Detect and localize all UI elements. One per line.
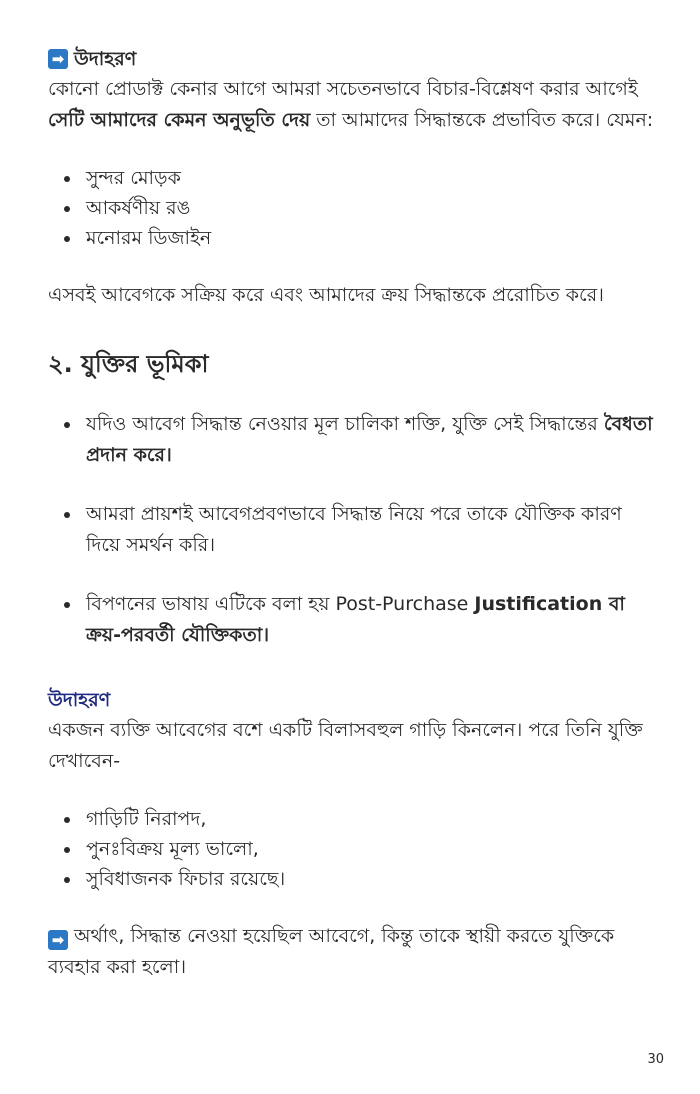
- list-item: পুনঃবিক্রয় মূল্য ভালো,: [48, 834, 658, 864]
- list-item: মনোরম ডিজাইন: [48, 223, 658, 253]
- arrow-right-icon: ➡: [48, 930, 68, 950]
- bullet-3-text: বিপণনের ভাষায় এটিকে বলা হয় Post-Purchase: [86, 593, 469, 615]
- example-2-paragraph: একজন ব্যক্তি আবেগের বশে একটি বিলাসবহুল গাড়ি কিনলেন। পরে তিনি যুক্তি দেখাবেন-: [48, 719, 643, 772]
- bullet-3-bold: Justification বা ক্রয়-পরবর্তী যৌক্তিকতা।: [86, 593, 625, 646]
- arrow-right-icon: ➡: [48, 49, 68, 69]
- example-2-conclusion: [48, 921, 658, 983]
- section-2-bullet-list: [48, 409, 658, 651]
- example-1-line2: তা আমাদের সিদ্ধান্তকে প্রভাবিত করে। যেমন:: [316, 109, 654, 131]
- example-1-bullet-list: [48, 163, 658, 253]
- list-item: আকর্ষণীয় রঙ: [48, 193, 658, 223]
- example-heading-2: উদাহরণ: [48, 689, 111, 711]
- page-content: [48, 44, 658, 983]
- page-number: 30: [647, 1052, 664, 1067]
- list-item: সুবিধাজনক ফিচার রয়েছে।: [48, 864, 658, 894]
- section-2-title: ২. যুক্তির ভূমিকা: [48, 350, 209, 378]
- example-1-line1: কোনো প্রোডাক্ট কেনার আগে আমরা সচেতনভাবে বিচার-বিশ্লেষণ করার আগেই: [48, 78, 638, 100]
- list-item: [48, 589, 658, 651]
- bullet-2-text: আমরা প্রায়শই আবেগপ্রবণভাবে সিদ্ধান্ত নিয়ে পরে তাকে যৌক্তিক কারণ দিয়ে সমর্থন করি।: [86, 503, 622, 556]
- example-2-bullet-list: [48, 804, 658, 894]
- list-item: গাড়িটি নিরাপদ,: [48, 804, 658, 834]
- example-1-paragraph: [48, 74, 658, 136]
- bullet-1-text: যদিও আবেগ সিদ্ধান্ত নেওয়ার মূল চালিকা শক্তি, যুক্তি সেই সিদ্ধান্তের: [86, 413, 598, 435]
- example-1-bold: সেটি আমাদের কেমন অনুভূতি দেয়: [48, 109, 311, 131]
- example-heading-1: [48, 44, 658, 74]
- example-1-conclusion: এসবই আবেগকে সক্রিয় করে এবং আমাদের ক্রয় সিদ্ধান্তকে প্ররোচিত করে।: [48, 284, 604, 306]
- list-item: [48, 499, 658, 561]
- example-heading-1-text: উদাহরণ: [74, 48, 137, 70]
- list-item: সুন্দর মোড়ক: [48, 163, 658, 193]
- example-2-conclusion-text: অর্থাৎ, সিদ্ধান্ত নেওয়া হয়েছিল আবেগে, কিন্তু তাকে স্থায়ী করতে যুক্তিকে ব্যবহার করা হলো।: [48, 925, 615, 978]
- bullet-1-bold: বৈধতা প্রদান করে।: [86, 413, 653, 466]
- list-item: [48, 409, 658, 471]
